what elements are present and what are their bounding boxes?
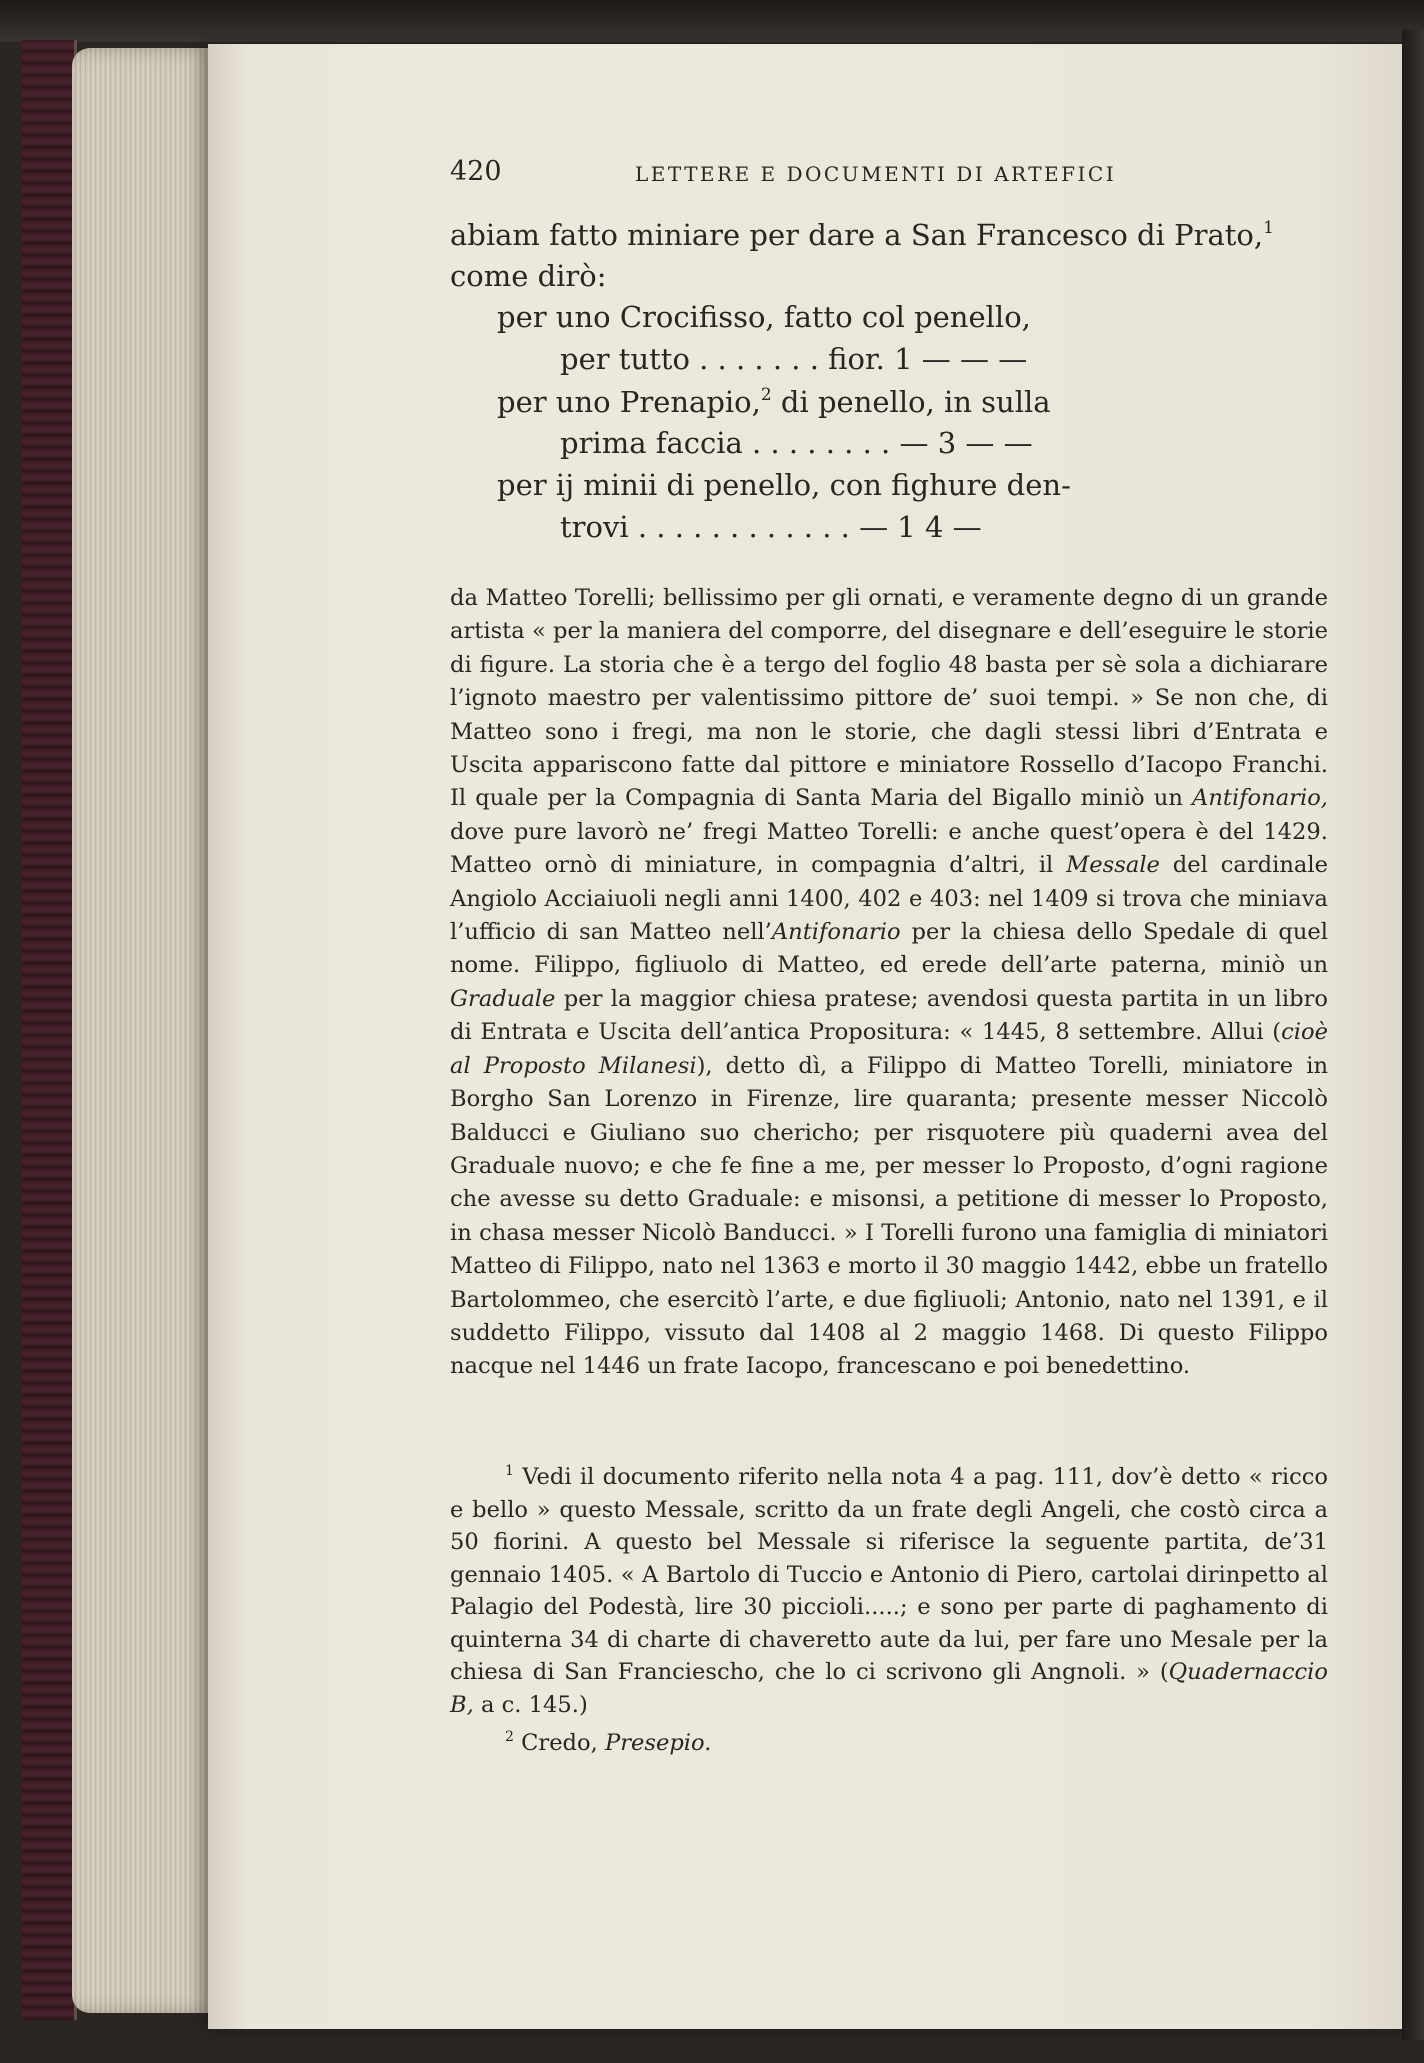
italic-run: Quadernaccio B,	[450, 1659, 1328, 1718]
verse-line-2: come dirò:	[450, 259, 607, 293]
text-run: dove pure lavorò ne’ fregi Matteo Torelli: e anche quest’opera è del 1429. Matteo ornò di miniature, in compagnia d’altri, il	[450, 818, 1328, 879]
book-spine	[22, 40, 77, 2020]
verse-line-1-text: abiam fatto miniare per dare a San Francesco di Prato,	[450, 218, 1264, 252]
footnote-number: 2	[505, 1729, 514, 1745]
text-run: per la chiesa dello Spedale di quel nome. Filippo, figliuolo di Matteo, ed erede dell’arte paterna, miniò un	[450, 919, 1328, 979]
italic-run: Messale	[1066, 852, 1160, 879]
text-run: da Matteo Torelli; bellissimo per gli ornati, e veramente degno di un grande artista « per la maniera del comporre, del disegnare e dell’eseguire le storie di figure. La storia che è a tergo del foglio 48 basta per sè sola a dichiarare l’ignoto maestro per valentissimo pittore de’ suoi tempi. » Se non che, di Matteo sono i fregi, ma non le storie, che dagli stessi libri d’Entrata e Uscita appariscono fatte dal pittore e miniatore Rossello d’Iacopo Franchi. Il quale per la Compagnia di Santa Maria del Bigallo miniò un	[450, 585, 1328, 812]
list-item-minii-price: trovi . . . . . . . . . . . . — 1 4 —	[560, 510, 982, 544]
text-run: ), detto dì, a Filippo di Matteo Torelli, miniatore in Borgho San Lorenzo in Firenze, lire quaranta; presente messer Niccolò Balducci e Giuliano suo chericho; per risquotere più quaderni avea del Graduale nuovo; e che fe fine a me, per messer lo Proposto, d’ogni ragione che avesse su detto Graduale: e misonsi, a petitione di messer lo Proposto, in chasa messer Nicolò Banducci. » I Torelli furono una famiglia di miniatori Matteo di Filippo, nato nel 1363 e morto il 30 maggio 1442, ebbe un fratello Bartolommeo, che esercitò l’arte, e due figliuoli; Antonio, nato nel 1391, e il suddetto Filippo, vissuto dal 1408 al 2 maggio 1468. Di questo Filippo nacque nel 1446 un frate Iacopo, francescano e poi benedettino.	[450, 1052, 1329, 1380]
list-item-crocifisso: per uno Crocifisso, fatto col penello,	[497, 300, 1031, 334]
list-item-prenapio	[497, 387, 1051, 417]
text-run: Credo,	[513, 1730, 605, 1756]
italic-run: Presepio.	[605, 1730, 712, 1756]
italic-run: cioè al Proposto Milanesi	[450, 1019, 1328, 1079]
running-title: LETTERE E DOCUMENTI DI ARTEFICI	[635, 162, 1117, 186]
page-number: 420	[450, 156, 502, 187]
footnote-ref-2: 2	[760, 385, 772, 405]
paragraph-text	[450, 582, 1328, 1384]
prenapio-text-cont: di penello, in sulla	[771, 385, 1051, 419]
list-item-minii: per ij minii di penello, con fighure den-	[497, 468, 1071, 502]
footnotes	[450, 1455, 1328, 1760]
italic-run: Graduale	[450, 985, 556, 1012]
book-top-band	[0, 0, 1424, 42]
text-run: del cardinale Angiolo Acciaiuoli negli anni 1400, 402 e 403: nel 1409 si trova che miniava l’ufficio di san Matteo nell’	[450, 852, 1328, 946]
text-run: per la maggior chiesa pratese; avendosi questa partita in un libro di Entrata e Uscita dell’antica Propositura: « 1445, 8 settembre. Allui (	[450, 985, 1328, 1046]
list-item-prenapio-price: prima faccia . . . . . . . . — 3 — —	[560, 426, 1033, 460]
italic-run: Antifonario	[771, 919, 901, 946]
page-edges	[72, 48, 212, 2013]
prenapio-text: per uno Prenapio,	[497, 385, 761, 419]
verse-line-1	[450, 220, 1274, 250]
text-run: a c. 145.)	[473, 1691, 588, 1718]
italic-run: Antifonario,	[1192, 785, 1328, 812]
footnote-2	[450, 1721, 1328, 1760]
body-paragraph	[450, 582, 1328, 1384]
footnote-1	[450, 1455, 1328, 1721]
book-right-edge	[1402, 30, 1424, 2040]
running-head	[450, 156, 1328, 196]
text-run: Vedi il documento riferito nella nota 4 a pag. 111, dov’è detto « ricco e bello » questo Messale, scritto da un frate degli Angeli, che costò circa a 50 fiorini. A questo bel Messale si riferisce la seguente partita, de’31 gennaio 1405. « A Bartolo di Tuccio e Antonio di Piero, cartolai dirinpetto al Palagio del Podestà, lire 30 piccioli.....; e sono per parte di paghamento di quinterna 34 di charte di chaveretto aute da lui, per fare uno Mesale per la chiesa di San Franciescho, che lo ci scrivono gli Angnoli. » (	[450, 1464, 1328, 1685]
footnote-ref-1: 1	[1263, 218, 1274, 238]
footnote-number: 1	[505, 1463, 514, 1479]
list-item-crocifisso-price: per tutto . . . . . . . fior. 1 — — —	[560, 342, 1028, 376]
